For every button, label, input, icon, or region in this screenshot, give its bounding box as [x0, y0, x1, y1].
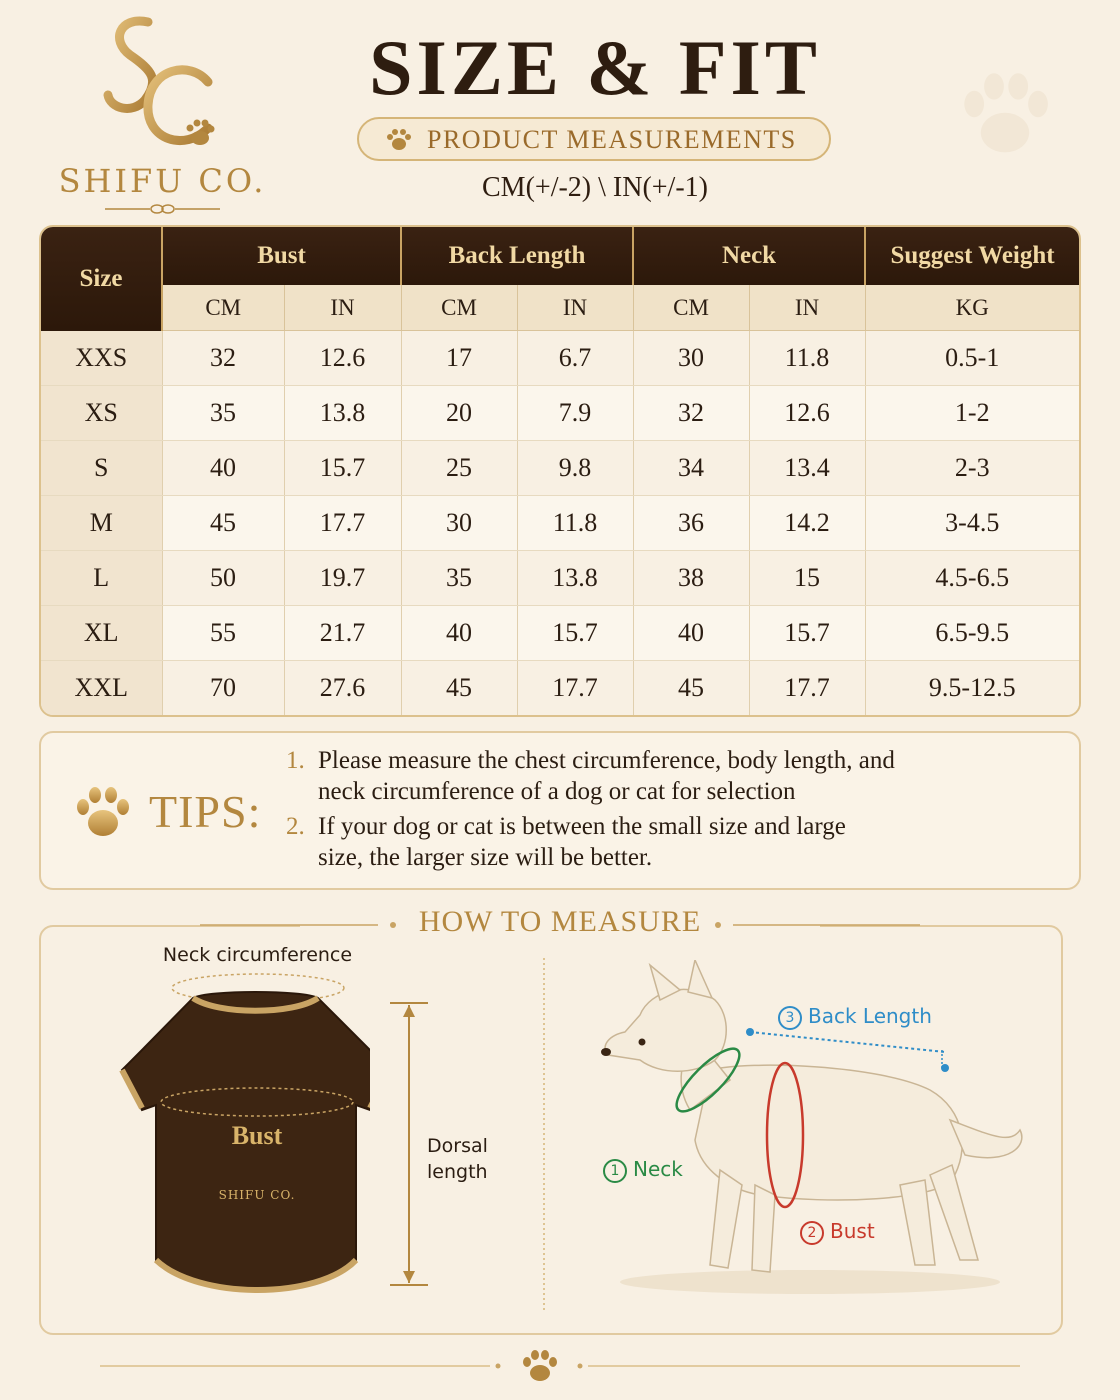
table-cell: 32	[633, 386, 749, 441]
table-cell: 17	[401, 331, 517, 386]
table-cell: 40	[162, 441, 284, 496]
size-cell: M	[41, 496, 162, 551]
table-cell: 0.5-1	[865, 331, 1079, 386]
paw-icon	[69, 783, 137, 841]
tip-text: neck circumference of a dog or cat for selection	[318, 778, 796, 805]
tip-text: size, the larger size will be better.	[318, 844, 653, 871]
callout-text: Back Length	[808, 1004, 932, 1028]
bust-callout	[800, 1219, 875, 1245]
neck-callout	[603, 1157, 683, 1183]
tip-item	[286, 811, 1046, 873]
table-cell: 3-4.5	[865, 496, 1079, 551]
measurement-tolerance: CM(+/-2) \ IN(+/-1)	[482, 172, 708, 203]
table-cell: 30	[401, 496, 517, 551]
back-length-callout	[778, 1004, 932, 1030]
dorsal-label-line: Dorsal	[427, 1135, 488, 1157]
unit-header: IN	[284, 285, 401, 331]
table-cell: 45	[401, 661, 517, 716]
dorsal-label-line: length	[427, 1161, 488, 1183]
table-cell: 9.8	[517, 441, 633, 496]
unit-header: CM	[162, 285, 284, 331]
tip-text: If your dog or cat is between the small size and large	[318, 813, 846, 840]
size-column-header: Size	[41, 227, 162, 331]
table-cell: 13.4	[749, 441, 865, 496]
table-cell: 34	[633, 441, 749, 496]
neck-circumference-label: Neck circumference	[162, 944, 353, 966]
table-cell: 55	[162, 606, 284, 661]
size-cell: XS	[41, 386, 162, 441]
table-cell: 6.5-9.5	[865, 606, 1079, 661]
table-row	[41, 386, 1079, 441]
table-cell: 20	[401, 386, 517, 441]
table-cell: 7.9	[517, 386, 633, 441]
tip-text: Please measure the chest circumference, body length, and	[318, 747, 895, 774]
unit-header: IN	[517, 285, 633, 331]
dorsal-length-label	[427, 1133, 517, 1185]
table-cell: 4.5-6.5	[865, 551, 1079, 606]
table-cell: 11.8	[517, 496, 633, 551]
table-row	[41, 661, 1079, 716]
number-badge: 3	[778, 1006, 802, 1030]
size-chart-table	[39, 225, 1081, 717]
unit-header: KG	[865, 285, 1079, 331]
tip-item	[286, 745, 1046, 807]
brand-name: SHIFU CO.	[58, 162, 267, 200]
table-cell: 70	[162, 661, 284, 716]
footer-paw-ornament-icon	[100, 1348, 1020, 1388]
table-row	[41, 551, 1079, 606]
table-cell: 15.7	[749, 606, 865, 661]
size-cell: L	[41, 551, 162, 606]
table-cell: 40	[401, 606, 517, 661]
table-cell: 21.7	[284, 606, 401, 661]
callout-text: Bust	[830, 1219, 875, 1243]
table-row	[41, 606, 1079, 661]
number-badge: 1	[603, 1159, 627, 1183]
subtitle-badge	[357, 117, 831, 161]
table-cell: 11.8	[749, 331, 865, 386]
background-paw-icon	[950, 60, 1060, 170]
sc-monogram-icon	[90, 10, 230, 165]
unit-header: IN	[749, 285, 865, 331]
table-cell: 15.7	[517, 606, 633, 661]
callout-text: Neck	[633, 1157, 683, 1181]
table-cell: 32	[162, 331, 284, 386]
table-cell: 14.2	[749, 496, 865, 551]
section-heading: HOW TO MEASURE	[418, 905, 702, 938]
table-cell: 45	[633, 661, 749, 716]
table-cell: 15.7	[284, 441, 401, 496]
table-cell: 40	[633, 606, 749, 661]
tips-list	[286, 745, 1046, 877]
suggest-weight-header: Suggest Weight	[865, 227, 1079, 285]
table-cell: 25	[401, 441, 517, 496]
table-cell: 9.5-12.5	[865, 661, 1079, 716]
vertical-divider	[543, 958, 545, 1313]
table-cell: 17.7	[284, 496, 401, 551]
table-cell: 45	[162, 496, 284, 551]
unit-header: CM	[401, 285, 517, 331]
table-cell: 35	[162, 386, 284, 441]
table-cell: 12.6	[284, 331, 401, 386]
subtitle-text: PRODUCT MEASUREMENTS	[427, 125, 797, 154]
neck-header: Neck	[633, 227, 865, 285]
table-cell: 30	[633, 331, 749, 386]
table-cell: 19.7	[284, 551, 401, 606]
table-cell: 2-3	[865, 441, 1079, 496]
shirt-brand-label: SHIFU CO.	[218, 1188, 296, 1202]
size-cell: S	[41, 441, 162, 496]
table-cell: 17.7	[517, 661, 633, 716]
table-cell: 50	[162, 551, 284, 606]
heading-rule-icon	[0, 915, 1120, 935]
tip-number: 2.	[286, 813, 305, 840]
table-cell: 17.7	[749, 661, 865, 716]
page-title: SIZE & FIT	[369, 24, 821, 111]
brand-logo	[55, 10, 270, 220]
tips-panel	[39, 731, 1081, 890]
ornament-divider-icon	[105, 202, 220, 216]
table-cell: 1-2	[865, 386, 1079, 441]
table-cell: 13.8	[284, 386, 401, 441]
table-cell: 36	[633, 496, 749, 551]
size-cell: XXS	[41, 331, 162, 386]
size-cell: XXL	[41, 661, 162, 716]
table-cell: 12.6	[749, 386, 865, 441]
table-cell: 27.6	[284, 661, 401, 716]
size-cell: XL	[41, 606, 162, 661]
tip-number: 1.	[286, 747, 305, 774]
unit-header: CM	[633, 285, 749, 331]
bust-header: Bust	[162, 227, 401, 285]
back-length-header: Back Length	[401, 227, 633, 285]
number-badge: 2	[800, 1221, 824, 1245]
table-cell: 15	[749, 551, 865, 606]
table-row	[41, 496, 1079, 551]
table-cell: 38	[633, 551, 749, 606]
table-cell: 13.8	[517, 551, 633, 606]
table-cell: 6.7	[517, 331, 633, 386]
paw-icon	[385, 128, 413, 152]
table-row	[41, 441, 1079, 496]
table-row	[41, 331, 1079, 386]
table-cell: 35	[401, 551, 517, 606]
tips-label: TIPS:	[149, 786, 262, 837]
bust-label: Bust	[231, 1121, 283, 1150]
